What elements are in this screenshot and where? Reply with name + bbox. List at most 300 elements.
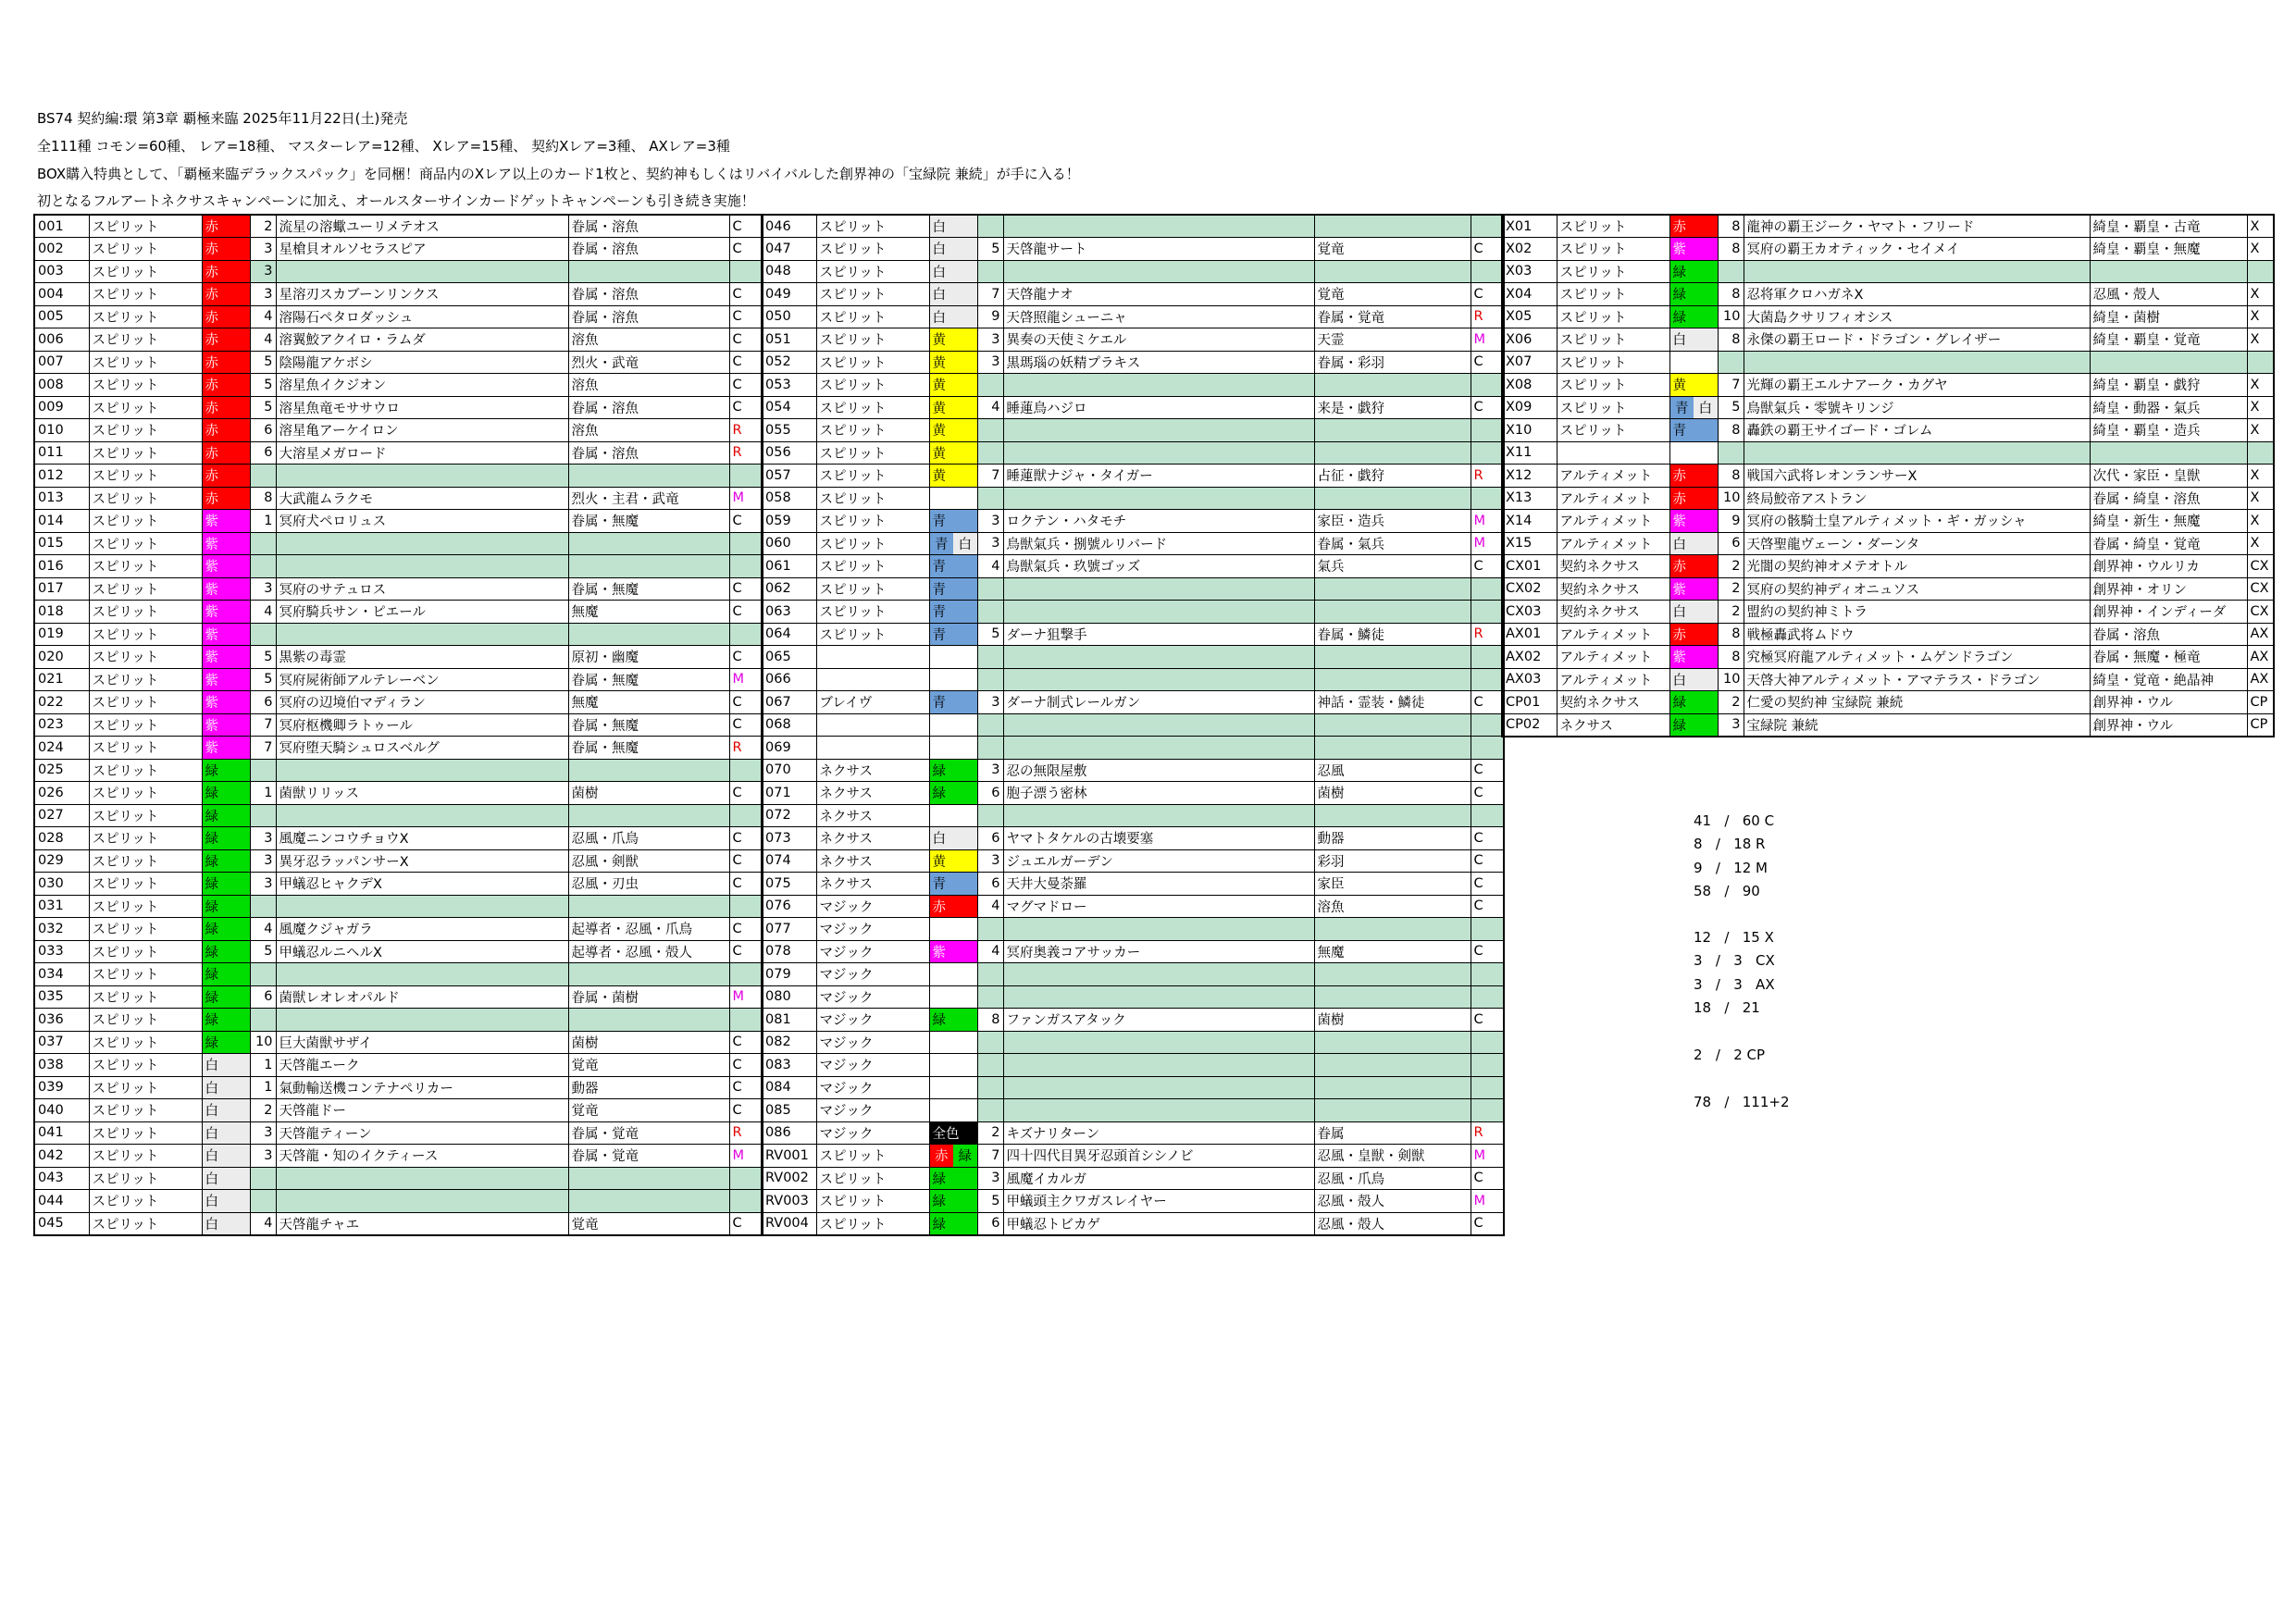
table-row: [762, 215, 1504, 238]
card-color: 白: [202, 1212, 250, 1235]
card-number: 085: [762, 1099, 816, 1122]
card-name: 冥府騎兵サン・ピエール: [276, 601, 568, 624]
card-rarity: X: [2247, 419, 2274, 442]
card-cost: 6: [250, 985, 276, 1009]
table-row: [34, 419, 763, 442]
table-row: [762, 940, 1504, 963]
card-cost: [977, 419, 1003, 442]
card-cost: 7: [250, 713, 276, 737]
table-row: [762, 1009, 1504, 1032]
card-family: 綺皇・動器・氣兵: [2090, 396, 2247, 419]
table-row: [762, 1190, 1504, 1213]
card-color: 緑: [929, 759, 977, 782]
card-name: [1003, 215, 1314, 238]
card-number: AX03: [1502, 668, 1557, 691]
card-rarity: C: [729, 940, 763, 963]
card-type: スピリット: [816, 260, 929, 283]
card-color: 白: [929, 260, 977, 283]
table-row: [1502, 668, 2274, 691]
card-family: 眷属: [1314, 1121, 1471, 1145]
card-number: X02: [1502, 238, 1557, 261]
table-row: [762, 759, 1504, 782]
card-number: 010: [34, 419, 89, 442]
card-name: 天啓龍・知のイクティース: [276, 1145, 568, 1168]
card-type: 契約ネクサス: [1557, 577, 1669, 601]
card-cost: [977, 918, 1003, 941]
card-color: 白: [202, 1054, 250, 1077]
table-row: [762, 804, 1504, 827]
card-cost: 8: [977, 1009, 1003, 1032]
card-color: 赤: [202, 419, 250, 442]
card-color: [1669, 441, 1718, 465]
card-type: スピリット: [89, 713, 202, 737]
card-cost: 6: [977, 1212, 1003, 1235]
card-family: [1314, 963, 1471, 986]
card-rarity: C: [729, 849, 763, 873]
card-cost: [977, 1031, 1003, 1054]
card-number: 014: [34, 510, 89, 533]
card-name: 風魔ニンコウチョウX: [276, 827, 568, 850]
card-type: アルティメット: [1557, 510, 1669, 533]
card-color: 白: [202, 1167, 250, 1190]
card-rarity: C: [729, 238, 763, 261]
card-number: 068: [762, 713, 816, 737]
table-row: [34, 646, 763, 669]
card-number: 058: [762, 487, 816, 510]
card-name: [1003, 601, 1314, 624]
card-rarity: C: [729, 215, 763, 238]
card-number: 035: [34, 985, 89, 1009]
card-cost: 1: [250, 510, 276, 533]
table-row: [1502, 351, 2274, 374]
card-cost: 2: [1718, 601, 1744, 624]
card-name: 大溶星メガロード: [276, 441, 568, 465]
card-family: 忍風: [1314, 759, 1471, 782]
card-name: 冥府の覇王カオティック・セイメイ: [1744, 238, 2090, 261]
table-row: [762, 374, 1504, 397]
table-row: [34, 1076, 763, 1099]
table-row: [762, 827, 1504, 850]
table-row: [762, 895, 1504, 918]
card-color: 紫: [202, 737, 250, 760]
card-name: [1003, 419, 1314, 442]
card-family: 無魔: [568, 691, 729, 714]
card-list-table-1: [33, 214, 763, 1236]
card-name: 甲蟻忍トビカゲ: [1003, 1212, 1314, 1235]
card-name: 戦極轟武将ムドウ: [1744, 623, 2090, 646]
card-number: CX02: [1502, 577, 1557, 601]
card-type: ネクサス: [816, 827, 929, 850]
card-type: スピリット: [816, 577, 929, 601]
table-row: [762, 532, 1504, 555]
card-color-part: 赤: [930, 1145, 954, 1167]
table-row: [762, 283, 1504, 306]
card-color: 紫: [1669, 577, 1718, 601]
card-color: 紫: [1669, 510, 1718, 533]
card-number: AX01: [1502, 623, 1557, 646]
table-row: [34, 1212, 763, 1235]
card-rarity: CP: [2247, 713, 2274, 737]
card-number: 024: [34, 737, 89, 760]
card-family: 動器: [1314, 827, 1471, 850]
card-rarity: [1471, 1076, 1504, 1099]
card-family: [568, 1009, 729, 1032]
card-color: 紫: [202, 668, 250, 691]
card-number: 053: [762, 374, 816, 397]
card-type: ネクサス: [816, 759, 929, 782]
card-rarity: AX: [2247, 668, 2274, 691]
card-name: 忍の無限屋敷: [1003, 759, 1314, 782]
card-color: 青: [929, 691, 977, 714]
card-number: 051: [762, 328, 816, 352]
table-row: [34, 827, 763, 850]
card-cost: [977, 646, 1003, 669]
card-type: スピリット: [816, 1212, 929, 1235]
table-row: [762, 668, 1504, 691]
table-row: [34, 782, 763, 805]
card-color: 黄: [929, 441, 977, 465]
card-family: 眷属・覚竜: [1314, 305, 1471, 328]
card-name: [276, 465, 568, 488]
card-name: 天啓大神アルティメット・アマテラス・ドラゴン: [1744, 668, 2090, 691]
card-color: [929, 1076, 977, 1099]
card-type: スピリット: [816, 623, 929, 646]
card-cost: 8: [1718, 283, 1744, 306]
card-family: 眷属・無魔: [568, 577, 729, 601]
card-color: 紫: [202, 510, 250, 533]
table-row: [762, 623, 1504, 646]
summary-line: 78 / 111+2: [1694, 1094, 1790, 1110]
card-number: 028: [34, 827, 89, 850]
card-color: 緑: [202, 759, 250, 782]
card-type: スピリット: [89, 646, 202, 669]
card-name: 天啓聖龍ヴェーン・ダーンタ: [1744, 532, 2090, 555]
card-rarity: C: [1471, 555, 1504, 578]
card-type: スピリット: [1557, 419, 1669, 442]
card-rarity: C: [729, 1054, 763, 1077]
card-family: 占征・戯狩: [1314, 465, 1471, 488]
card-rarity: [1471, 737, 1504, 760]
card-family: 溶魚: [568, 328, 729, 352]
card-cost: 7: [250, 737, 276, 760]
card-rarity: C: [729, 691, 763, 714]
card-rarity: C: [1471, 827, 1504, 850]
card-name: 鳥獣氣兵・零號キリンジ: [1744, 396, 2090, 419]
card-name: 大菌島クサリフィオシス: [1744, 305, 2090, 328]
card-family: 烈火・主君・武竜: [568, 487, 729, 510]
card-name: 流星の溶蠍ユーリメテオス: [276, 215, 568, 238]
card-number: 012: [34, 465, 89, 488]
table-row: [762, 465, 1504, 488]
header-line-4: 初となるフルアートネクサスキャンペーンに加え、オールスターサインカードゲットキャンペーンも引き続き実施！: [37, 192, 755, 209]
card-color: 赤: [202, 260, 250, 283]
card-type: [816, 737, 929, 760]
card-rarity: C: [729, 782, 763, 805]
card-rarity: [1471, 918, 1504, 941]
summary-line: 12 / 15 X: [1694, 929, 1774, 946]
card-color-part: 青: [1670, 397, 1694, 419]
card-name: 天啓龍サート: [1003, 238, 1314, 261]
summary-line: 18 / 21: [1694, 999, 1760, 1016]
card-rarity: X: [2247, 305, 2274, 328]
card-rarity: [1471, 1031, 1504, 1054]
card-name: 光闇の契約神オメテオトル: [1744, 555, 2090, 578]
card-color: 白: [202, 1121, 250, 1145]
card-color: 紫: [202, 623, 250, 646]
summary-line: 3 / 3 AX: [1694, 976, 1775, 993]
card-color: 黄: [929, 849, 977, 873]
card-family: 眷属・溶魚: [568, 441, 729, 465]
card-family: [568, 804, 729, 827]
card-number: 005: [34, 305, 89, 328]
card-type: スピリット: [1557, 396, 1669, 419]
card-number: X08: [1502, 374, 1557, 397]
card-family: [1314, 577, 1471, 601]
card-name: 陰陽龍アケボシ: [276, 351, 568, 374]
card-rarity: X: [2247, 328, 2274, 352]
table-row: [34, 1099, 763, 1122]
card-color: 白: [202, 1145, 250, 1168]
card-cost: [250, 759, 276, 782]
card-rarity: [1471, 963, 1504, 986]
card-color: 青: [929, 873, 977, 896]
card-number: 004: [34, 283, 89, 306]
card-cost: [1718, 351, 1744, 374]
card-color: [929, 985, 977, 1009]
card-cost: [250, 465, 276, 488]
card-name: ダーナ制式レールガン: [1003, 691, 1314, 714]
card-type: スピリット: [89, 555, 202, 578]
card-type: スピリット: [89, 804, 202, 827]
card-name: 究極冥府龍アルティメット・ムゲンドラゴン: [1744, 646, 2090, 669]
card-color: 白: [1669, 328, 1718, 352]
card-number: 075: [762, 873, 816, 896]
card-name: 冥府のサテュロス: [276, 577, 568, 601]
card-cost: [250, 895, 276, 918]
card-name: 天啓龍ナオ: [1003, 283, 1314, 306]
card-color-part: 白: [1694, 397, 1718, 419]
card-rarity: C: [729, 351, 763, 374]
card-type: スピリット: [89, 940, 202, 963]
card-rarity: CX: [2247, 555, 2274, 578]
card-color: 白: [1669, 601, 1718, 624]
card-number: 066: [762, 668, 816, 691]
table-row: [34, 1190, 763, 1213]
card-number: 001: [34, 215, 89, 238]
card-number: CX03: [1502, 601, 1557, 624]
card-type: スピリット: [816, 1190, 929, 1213]
card-family: 家臣: [1314, 873, 1471, 896]
card-name: [1003, 918, 1314, 941]
card-rarity: M: [1471, 510, 1504, 533]
table-row: [762, 1076, 1504, 1099]
card-color: 紫: [202, 555, 250, 578]
card-rarity: R: [1471, 1121, 1504, 1145]
card-cost: [250, 623, 276, 646]
card-color: 赤: [202, 328, 250, 352]
card-number: 062: [762, 577, 816, 601]
table-row: [762, 646, 1504, 669]
card-color: 緑: [929, 1212, 977, 1235]
table-row: [762, 305, 1504, 328]
card-family: [1314, 1054, 1471, 1077]
card-color: [929, 532, 977, 555]
card-cost: [250, 963, 276, 986]
card-family: 眷属・溶魚: [568, 283, 729, 306]
card-cost: 3: [977, 351, 1003, 374]
table-row: [1502, 374, 2274, 397]
card-cost: [977, 260, 1003, 283]
card-name: 天啓龍エーク: [276, 1054, 568, 1077]
card-rarity: C: [729, 646, 763, 669]
card-color: 緑: [202, 849, 250, 873]
card-type: 契約ネクサス: [1557, 691, 1669, 714]
table-row: [762, 1212, 1504, 1235]
card-family: 溶魚: [568, 374, 729, 397]
card-cost: 4: [977, 396, 1003, 419]
card-name: 溶陽石ペタロダッシュ: [276, 305, 568, 328]
card-family: 創界神・オリン: [2090, 577, 2247, 601]
card-cost: 2: [1718, 691, 1744, 714]
card-family: 起導者・忍風・爪鳥: [568, 918, 729, 941]
card-rarity: C: [1471, 691, 1504, 714]
card-type: スピリット: [89, 985, 202, 1009]
card-cost: [250, 532, 276, 555]
card-cost: 3: [977, 691, 1003, 714]
card-family: [1314, 985, 1471, 1009]
table-row: [34, 532, 763, 555]
card-name: ファンガスアタック: [1003, 1009, 1314, 1032]
card-rarity: [1471, 646, 1504, 669]
summary-line: 41 / 60 C: [1694, 812, 1775, 829]
card-rarity: M: [729, 985, 763, 1009]
card-type: スピリット: [816, 396, 929, 419]
card-list-table-2: [761, 214, 1505, 1236]
table-row: [762, 396, 1504, 419]
card-name: 天啓照龍シューニャ: [1003, 305, 1314, 328]
card-type: 契約ネクサス: [1557, 601, 1669, 624]
card-cost: 8: [1718, 623, 1744, 646]
card-family: 菌樹: [1314, 782, 1471, 805]
card-type: スピリット: [1557, 283, 1669, 306]
card-family: 覚竜: [568, 1099, 729, 1122]
card-rarity: R: [729, 737, 763, 760]
card-name: [276, 1167, 568, 1190]
card-family: 忍風・殻人: [1314, 1190, 1471, 1213]
card-type: スピリット: [89, 1031, 202, 1054]
card-name: 冥府の契約神ディオニュソス: [1744, 577, 2090, 601]
card-number: X03: [1502, 260, 1557, 283]
card-rarity: C: [729, 827, 763, 850]
card-cost: 8: [1718, 419, 1744, 442]
card-cost: [250, 1167, 276, 1190]
card-rarity: [1471, 668, 1504, 691]
card-color: 赤: [202, 465, 250, 488]
card-name: 異牙忍ラッパンサーX: [276, 849, 568, 873]
card-color: 青: [929, 510, 977, 533]
card-family: 次代・家臣・皇獣: [2090, 465, 2247, 488]
card-number: RV002: [762, 1167, 816, 1190]
card-rarity: C: [729, 328, 763, 352]
card-rarity: C: [729, 305, 763, 328]
card-number: 072: [762, 804, 816, 827]
card-family: 眷属・無魔: [568, 737, 729, 760]
card-rarity: [729, 1009, 763, 1032]
card-name: 黒紫の毒霊: [276, 646, 568, 669]
card-type: スピリット: [89, 283, 202, 306]
card-name: [1003, 374, 1314, 397]
card-number: X06: [1502, 328, 1557, 352]
table-row: [1502, 260, 2274, 283]
card-family: [568, 895, 729, 918]
card-type: スピリット: [1557, 215, 1669, 238]
card-color: [929, 804, 977, 827]
card-color-part: 緑: [953, 1145, 977, 1167]
table-row: [34, 238, 763, 261]
card-type: マジック: [816, 940, 929, 963]
card-type: スピリット: [816, 441, 929, 465]
card-rarity: C: [729, 1099, 763, 1122]
table-row: [34, 918, 763, 941]
card-rarity: [729, 804, 763, 827]
card-cost: [977, 601, 1003, 624]
card-number: 007: [34, 351, 89, 374]
card-cost: 3: [977, 1167, 1003, 1190]
card-type: マジック: [816, 963, 929, 986]
card-number: 050: [762, 305, 816, 328]
card-type: スピリット: [816, 305, 929, 328]
card-color: 赤: [202, 396, 250, 419]
card-color: 白: [202, 1076, 250, 1099]
table-row: [34, 623, 763, 646]
card-family: [1314, 1031, 1471, 1054]
card-color: 紫: [929, 940, 977, 963]
card-family: 綺皇・覇皇・戯狩: [2090, 374, 2247, 397]
card-color: [929, 1099, 977, 1122]
card-cost: 2: [1718, 555, 1744, 578]
table-row: [762, 737, 1504, 760]
card-rarity: [1471, 1054, 1504, 1077]
summary-line: 8 / 18 R: [1694, 836, 1766, 852]
card-rarity: X: [2247, 374, 2274, 397]
table-row: [34, 1054, 763, 1077]
card-type: スピリット: [89, 759, 202, 782]
card-family: 綺皇・覇皇・無魔: [2090, 238, 2247, 261]
card-family: 眷属・溶魚: [568, 305, 729, 328]
card-number: CP01: [1502, 691, 1557, 714]
card-cost: 7: [977, 283, 1003, 306]
card-cost: [977, 713, 1003, 737]
card-family: [1314, 668, 1471, 691]
card-family: [1314, 260, 1471, 283]
card-rarity: AX: [2247, 623, 2274, 646]
card-name: 異奏の天使ミケエル: [1003, 328, 1314, 352]
card-number: 013: [34, 487, 89, 510]
table-row: [34, 1167, 763, 1190]
card-rarity: [1471, 1099, 1504, 1122]
card-type: スピリット: [816, 1167, 929, 1190]
card-number: 070: [762, 759, 816, 782]
card-type: スピリット: [89, 895, 202, 918]
card-number: 052: [762, 351, 816, 374]
card-type: スピリット: [816, 351, 929, 374]
card-name: [276, 1009, 568, 1032]
card-number: 086: [762, 1121, 816, 1145]
card-type: スピリット: [89, 215, 202, 238]
card-color: 黄: [929, 419, 977, 442]
card-family: 動器: [568, 1076, 729, 1099]
card-color: [929, 646, 977, 669]
